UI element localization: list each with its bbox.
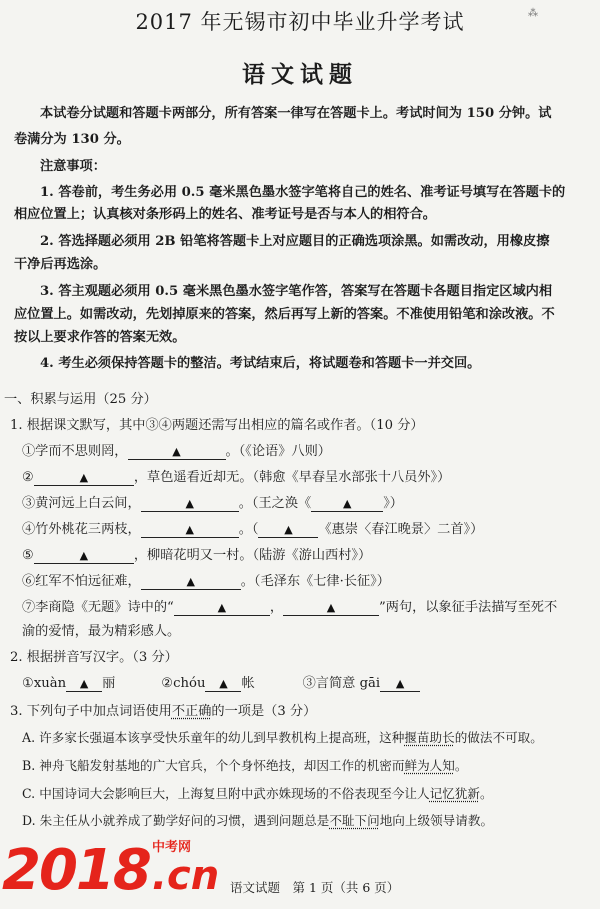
q2-a-post: 丽 (102, 676, 116, 691)
q3-option-a (22, 727, 543, 746)
answer-blank (66, 676, 102, 692)
logo-domain: .cn (151, 853, 220, 899)
q3-stem-emph: 不正确 (171, 704, 212, 719)
q1-item-3 (22, 492, 403, 512)
q1-item-1 (22, 440, 331, 460)
q1-item-6-pre: ⑥红军不怕远征难， (22, 574, 141, 589)
note-1a: 1. 答卷前，考生务必用 0.5 毫米黑色墨水签字笔将自己的姓名、准考证号填写在答题卡的 (40, 185, 566, 200)
q3-option-b (22, 755, 467, 774)
q2-b-post: 帐 (241, 676, 255, 691)
exam-title: 2017 年无锡市初中毕业升学考试 (135, 10, 465, 34)
q3-option-d (22, 810, 493, 829)
q1-item-7-pre: ⑦李商隐《无题》诗中的“ (22, 600, 174, 615)
q1-item-6-post: 。（毛泽东《七律·长征》） (240, 574, 390, 589)
q3-option-a-word: 揠苗助长 (404, 730, 455, 745)
q2-stem: 2. 根据拼音写汉字。（3 分） (10, 650, 178, 665)
blank-marker: ▲ (219, 677, 228, 690)
blank-marker: ▲ (79, 471, 89, 484)
q3-option-d-end: 地向上级领导请教。 (379, 813, 494, 828)
q3-stem-a: 3. 下列句子中加点词语使用 (10, 704, 172, 719)
answer-blank (258, 522, 318, 538)
logo-subtitle: 中考网 (152, 840, 192, 855)
q1-item-1-post: 。（《论语》八则） (225, 444, 331, 459)
blank-marker: ▲ (172, 445, 181, 458)
site-logo (2, 838, 219, 903)
q3-option-c-word: 记忆犹新 (429, 786, 480, 801)
q1-item-5-pre: ⑤ (22, 548, 34, 563)
q3-option-d-text: D. 朱主任从小就养成了勤学好问的习惯，遇到问题总是 (22, 813, 330, 828)
answer-blank (174, 600, 270, 616)
blank-marker: ▲ (342, 497, 352, 510)
q1-item-5-post: ，柳暗花明又一村。（陆游《游山西村》） (133, 548, 372, 563)
page-number: 语文试题 第 1 页（共 6 页） (230, 880, 400, 895)
answer-blank (380, 676, 420, 692)
q1-item-7-cont: 渝的爱情，最为精彩感人。 (22, 624, 181, 639)
q1-item-7 (22, 596, 557, 616)
q1-item-6 (22, 570, 390, 590)
blank-marker: ▲ (79, 549, 89, 562)
paper-title: 语文试题 (242, 61, 358, 88)
section-heading: 一、积累与运用（25 分） (4, 392, 157, 407)
answer-blank (128, 444, 226, 460)
blank-marker: ▲ (79, 677, 89, 690)
blank-marker: ▲ (186, 575, 195, 588)
q1-item-3-mid: 。（王之涣《 (238, 496, 312, 511)
q3-option-d-word: 不耻下问 (329, 813, 380, 828)
q3-stem-c: 的一项是（3 分） (211, 704, 317, 719)
q2-b-pre: ②chóu (161, 676, 206, 691)
note-3c: 按以上要求作答的答案无效。 (14, 330, 186, 345)
note-2b: 干净后再选涂。 (14, 257, 107, 272)
note-2a: 2. 答选择题必须用 2B 铅笔将答题卡上对应题目的正确选项涂黑。如需改动，用橡皮擦 (40, 234, 550, 249)
answer-blank (311, 496, 383, 512)
blank-marker: ▲ (326, 601, 336, 614)
note-3b: 应位置上。如需改动，先划掉原来的答案，然后再写上新的答案。不准使用铅笔和涂改液。不 (14, 307, 555, 322)
corner-mark: ⁂ (528, 8, 538, 19)
q1-item-4 (22, 518, 483, 538)
answer-blank (205, 676, 241, 692)
q1-stem: 1. 根据课文默写，其中③④两题还需写出相应的篇名或作者。（10 分） (10, 418, 424, 433)
blank-marker: ▲ (395, 677, 405, 690)
answer-blank (141, 574, 241, 590)
answer-blank (141, 522, 239, 538)
q3-option-c (22, 783, 493, 802)
q3-option-c-text: C. 中国诗词大会影响巨大，上海复旦附中武亦姝现场的不俗表现至今让人 (22, 786, 430, 801)
q1-item-7-post: ”两句，以象征手法描写至死不 (379, 600, 558, 615)
q1-item-2 (22, 466, 450, 486)
q3-option-a-end: 的做法不可取。 (454, 730, 543, 745)
q2-items (22, 672, 420, 692)
q1-item-4-pre: ④竹外桃花三两枝， (22, 522, 141, 537)
notes-heading: 注意事项： (40, 159, 106, 174)
intro-line-2: 卷满分为 130 分。 (14, 132, 130, 147)
blank-marker: ▲ (185, 523, 194, 536)
q2-c-pre: ③言简意 gāi (302, 676, 381, 691)
q1-item-2-post: ，草色遥看近却无。（韩愈《早春呈水部张十八员外》） (133, 470, 451, 485)
q3-option-b-end: 。 (454, 758, 468, 773)
q2-a-pre: ①xuàn (22, 676, 67, 691)
q1-item-3-pre: ③黄河远上白云间， (22, 496, 141, 511)
q3-option-a-text: A. 许多家长强逼本该享受快乐童年的幼儿到早教机构上提高班，这种 (22, 730, 405, 745)
blank-marker: ▲ (217, 601, 227, 614)
q1-item-2-pre: ② (22, 470, 34, 485)
note-3a: 3. 答主观题必须用 0.5 毫米黑色墨水签字笔作答，答案写在答题卡各题目指定区域内相 (40, 284, 553, 299)
answer-blank (34, 470, 134, 486)
note-4: 4. 考生必须保持答题卡的整洁。考试结束后，将试题卷和答题卡一并交回。 (40, 356, 481, 371)
q1-item-7-mid: ， (269, 600, 283, 615)
q1-item-4-mid: 。（ (238, 522, 259, 537)
logo-number: 2018 (2, 838, 150, 903)
q3-option-b-text: B. 神舟飞船发射基地的广大官兵，个个身怀绝技，却因工作的机密而 (22, 758, 405, 773)
q3-option-b-word: 鲜为人知 (404, 758, 455, 773)
note-1b: 相应位置上；认真核对条形码上的姓名、准考证号是否与本人的相符合。 (14, 207, 436, 222)
q1-item-5 (22, 544, 371, 564)
q1-item-1-pre: ①学而不思则罔， (22, 444, 128, 459)
intro-line-1: 本试卷分试题和答题卡两部分，所有答案一律写在答题卡上。考试时间为 150 分钟。试 (40, 106, 552, 121)
blank-marker: ▲ (185, 497, 194, 510)
q1-item-4-post: 《惠崇〈春江晚景〉二首》） (318, 522, 484, 537)
blank-marker: ▲ (284, 523, 293, 536)
q1-item-3-post: 》） (383, 496, 403, 511)
q3-option-c-end: 。 (479, 786, 493, 801)
answer-blank (283, 600, 379, 616)
answer-blank (141, 496, 239, 512)
q3-stem (10, 700, 316, 719)
answer-blank (34, 548, 134, 564)
